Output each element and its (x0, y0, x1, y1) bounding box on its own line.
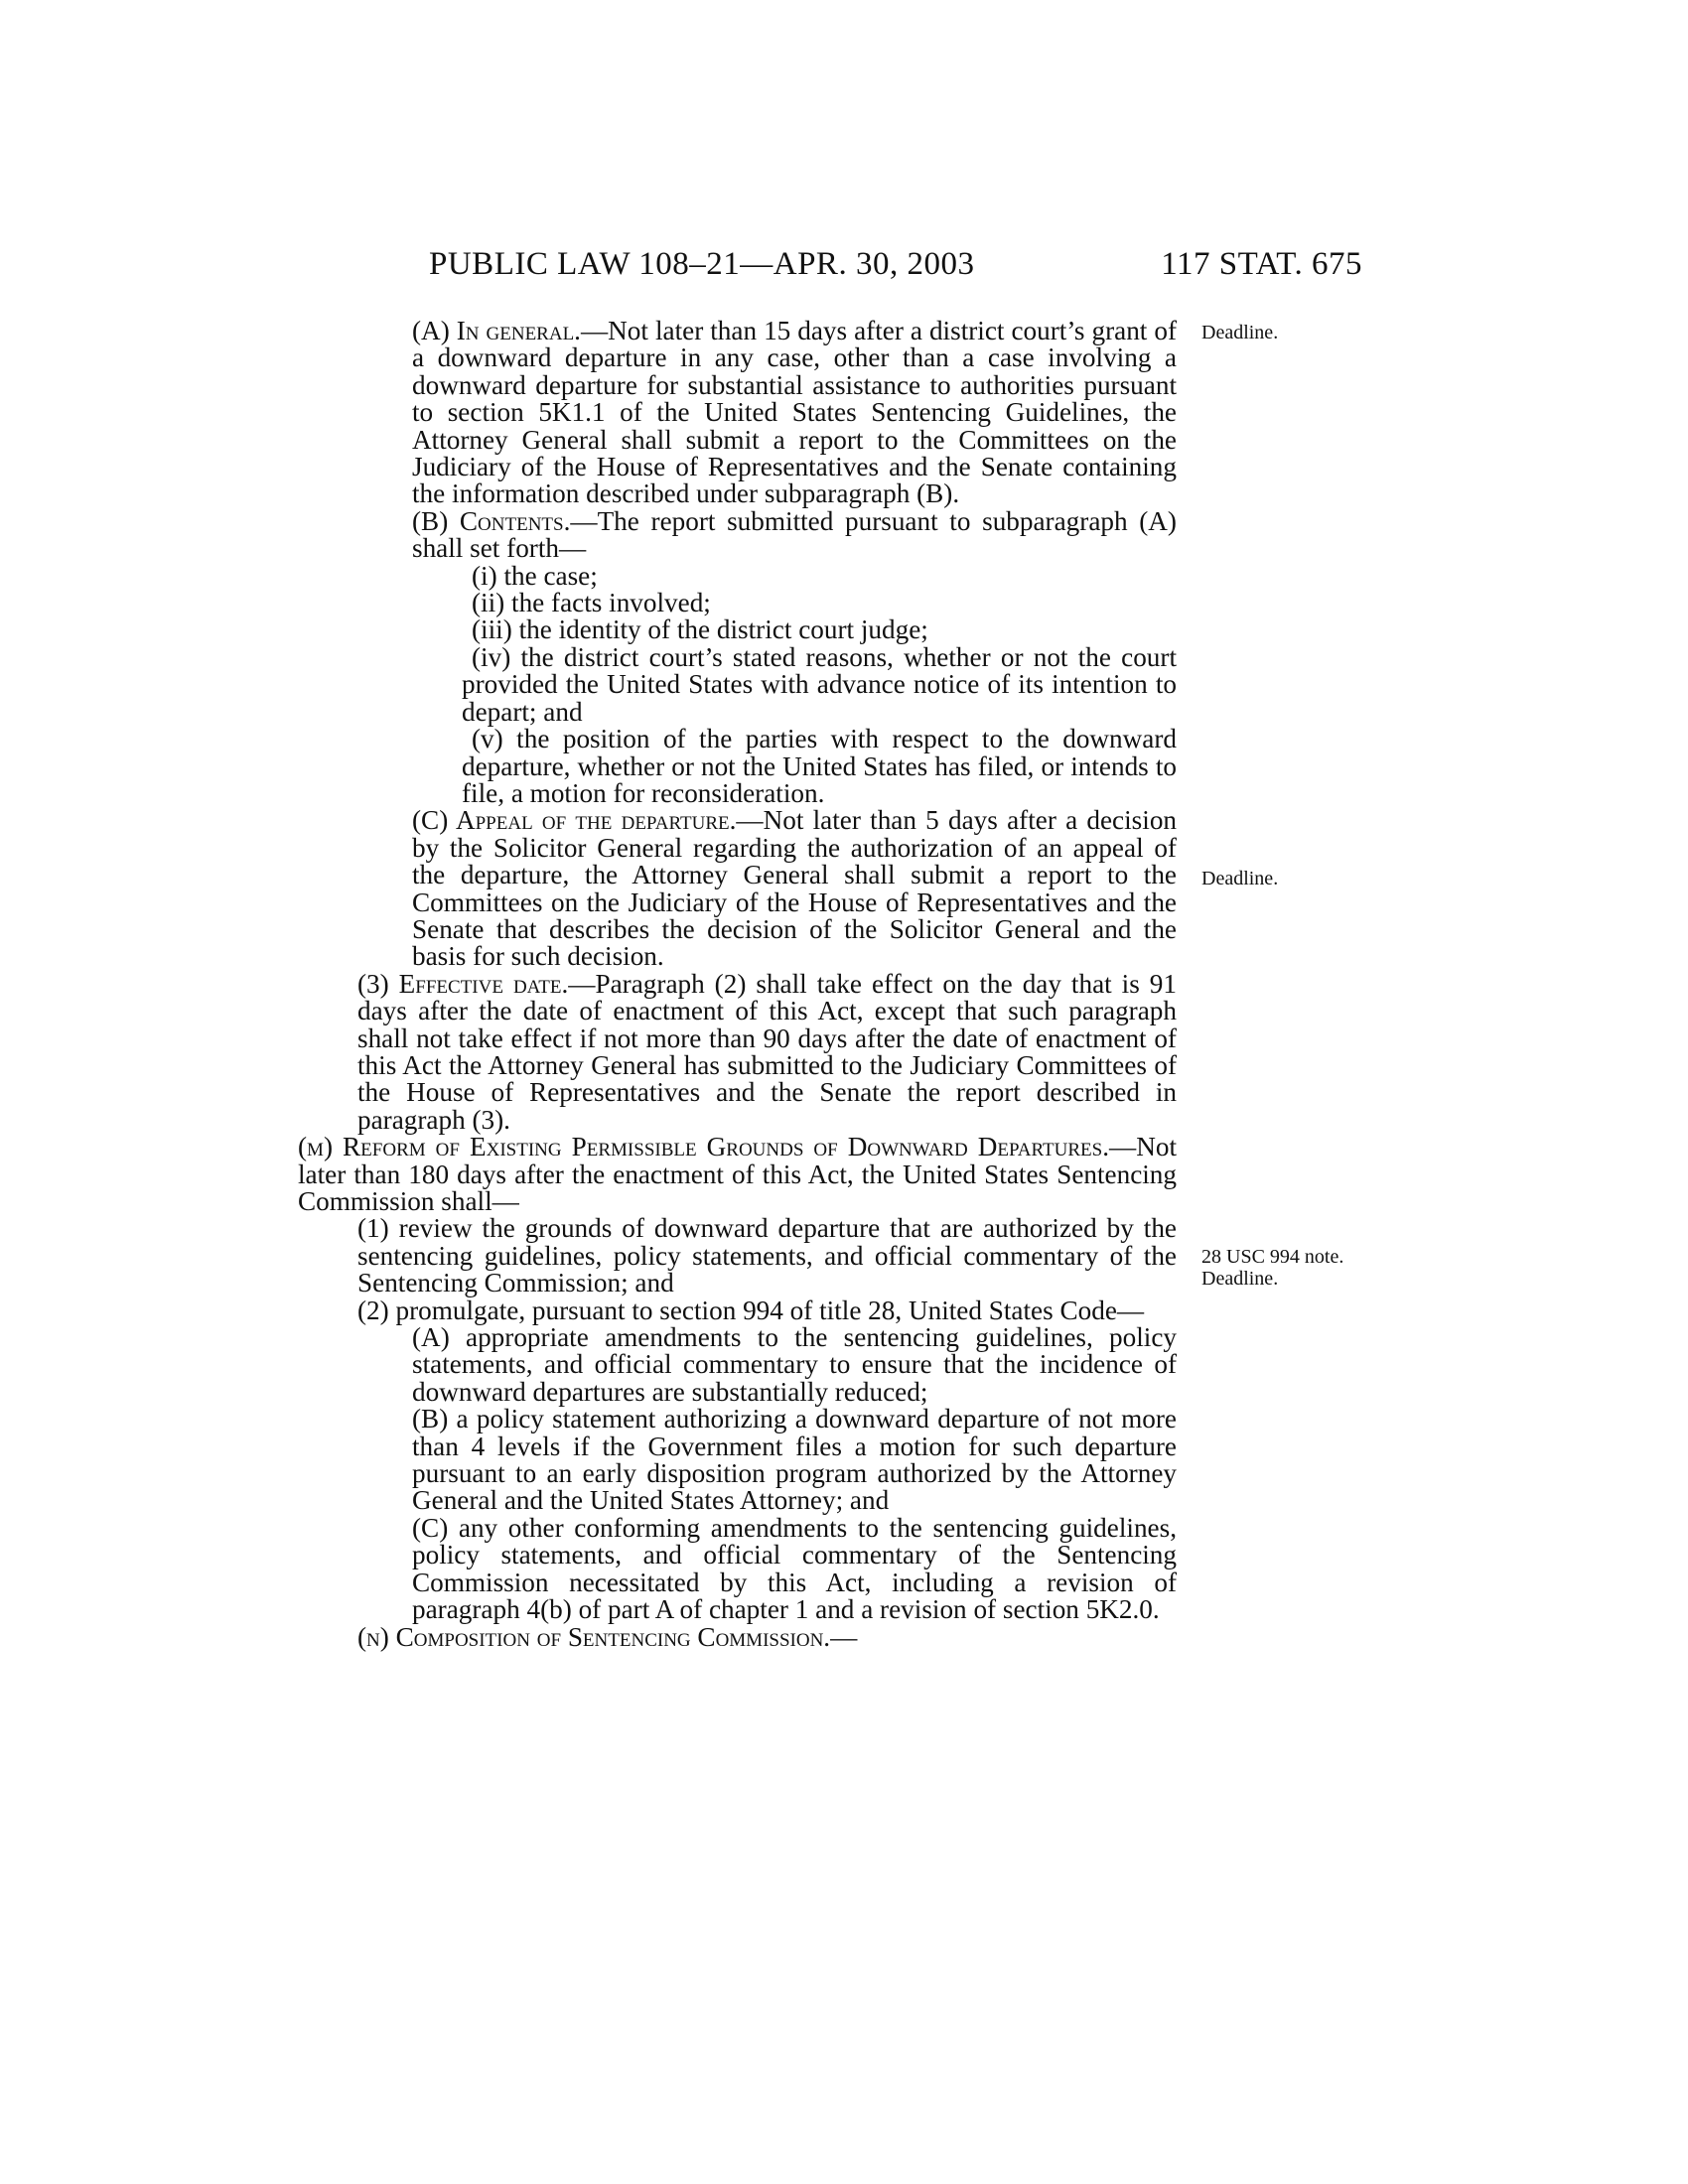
clause-iv: (iv) the district court’s stated reasons, whether or not the court provided the United States with advance notice of its intention to depart; and (462, 641, 1177, 727)
clause-ii: (ii) the facts involved; (472, 588, 711, 618)
subparagraph-c-text: —Not later than 5 days after a decision by the Solicitor General regarding the authorization of an appeal of the departure, the Attorney General shall submit a report to the Committees on the Judiciary of the House of Representatives and the Senate that describes the decision of the Solicitor General and the basis for such decision. (412, 805, 1178, 972)
subsection-m-item-1: (1) review the grounds of downward departure that are authorized by the sentencing guidelines, policy statements, and official commentary of the Sentencing Commission; and (357, 1213, 1177, 1298)
subparagraph-b (298, 505, 1177, 564)
subsection-m-item-2a: (A) appropriate amendments to the sentencing guidelines, policy statements, and official commentary to ensure that the incidence of downward departures are substantially reduced; (412, 1322, 1177, 1407)
subsection-m-item-2b: (B) a policy statement authorizing a downward departure of not more than 4 levels if the Government files a motion for such departure pursuant to an early disposition program authorized by the Attorney General and the United States Attorney; and (412, 1404, 1177, 1516)
subparagraph-b-text: —The report submitted pursuant to subparagraph (A) shall set forth— (412, 505, 1177, 564)
subparagraph-c-heading: (C) Appeal of the departure. (412, 805, 737, 836)
subsection-m-item-2: (2) promulgate, pursuant to section 994 of title 28, United States Code— (357, 1295, 1145, 1325)
paragraph-3-text: —Paragraph (2) shall take effect on the day that is 91 days after the date of enactment of this Act, except that such paragraph shall not take effect if not more than 90 days after the date of enactment of this Act the Attorney General has submitted to the Judiciary Committees of the House of Representatives and the Senate the report described in paragraph (3). (357, 968, 1177, 1135)
paragraph-3-heading: (3) Effective date. (357, 968, 569, 999)
subsection-m-heading: (m) Reform of Existing Permissible Grounds of Downward Departures. (298, 1132, 1110, 1162)
clause-iii: (iii) the identity of the district court judge; (472, 614, 928, 645)
margin-note-deadline-1: Deadline. (1201, 322, 1279, 343)
margin-note-citation (1201, 1246, 1343, 1290)
paragraph-3 (298, 968, 1177, 1135)
subsection-n (298, 1621, 1177, 1652)
subparagraph-a-text: —Not later than 15 days after a district court’s grant of a downward departure in any case, other than a case involving a downward departure for substantial assistance to authorities pursuant to section 5K1.1 of the United States Sentencing Guidelines, the Attorney General shall submit a report to the Committees on the Judiciary of the House of Representatives and the Senate containing the information described under subparagraph (B). (412, 316, 1177, 509)
running-header-right: 117 STAT. 675 (1161, 246, 1362, 282)
subparagraph-a (298, 318, 1177, 508)
margin-note-deadline-3: Deadline. (1201, 1268, 1279, 1290)
subparagraph-c (298, 807, 1177, 970)
subsection-n-dash: — (830, 1621, 858, 1652)
document-body (298, 318, 1177, 1651)
clause-i: (i) the case; (472, 560, 598, 591)
margin-note-usc: 28 USC 994 note. (1201, 1246, 1344, 1268)
margin-note-deadline-2: Deadline. (1201, 868, 1279, 889)
subsection-n-heading: (n) Composition of Sentencing Commission. (357, 1621, 831, 1652)
subsection-m-item-2c: (C) any other conforming amendments to the sentencing guidelines, policy statements, and official commentary of the Sentencing Commission necessitated by this Act, including a revision of paragraph 4(b) of part A of chapter 1 and a revision of section 5K2.0. (412, 1512, 1177, 1625)
subparagraph-a-heading: (A) In general. (412, 316, 581, 345)
running-header-left: PUBLIC LAW 108–21—APR. 30, 2003 (429, 246, 975, 282)
subparagraph-b-heading: (B) Contents. (412, 505, 571, 536)
subsection-m-text: —Not later than 180 days after the enactment of this Act, the United States Sentencing Commission shall— (298, 1132, 1177, 1216)
clause-v: (v) the position of the parties with respect to the downward departure, whether or not the United States has filed, or intends to file, a motion for reconsideration. (462, 724, 1177, 808)
subsection-m (298, 1134, 1177, 1215)
